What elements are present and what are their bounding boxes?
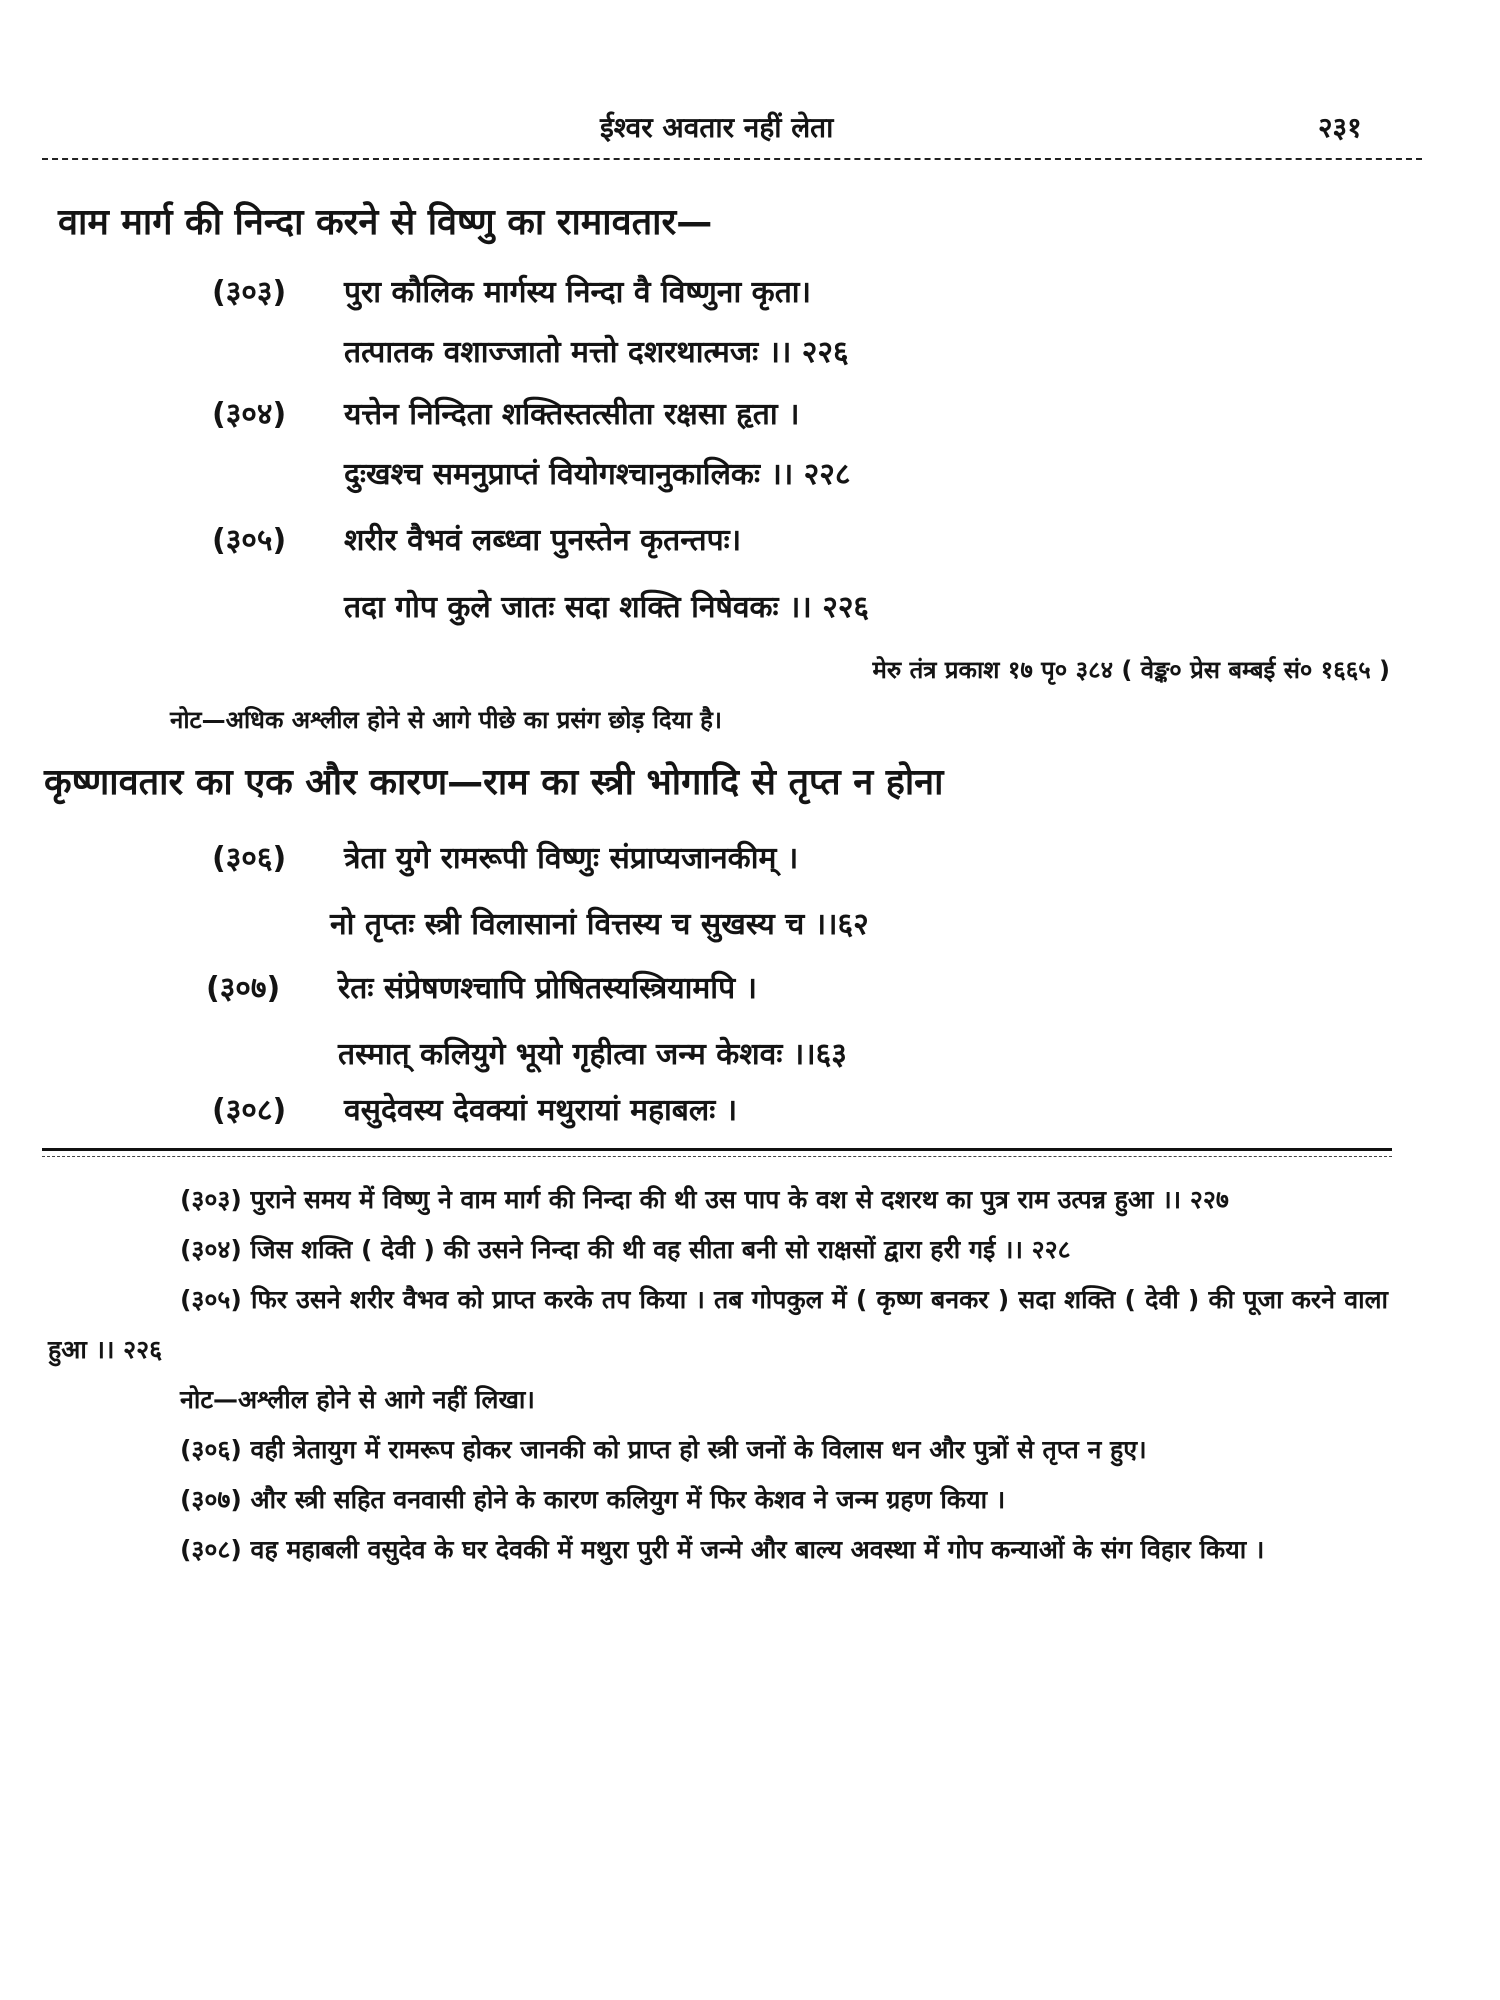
verse-number: (३०८) xyxy=(212,1093,287,1128)
verse-305-line-2: तदा गोप कुले जातः सदा शक्ति निषेवकः ।। २२६ xyxy=(344,590,870,625)
verse-306 xyxy=(212,836,798,877)
verse-304 xyxy=(212,392,799,433)
translation-paragraph: (३०७) और स्त्री सहित वनवासी होने के कारण कलियुग में फिर केशव ने जन्म ग्रहण किया । xyxy=(180,1485,1006,1514)
page-number: २३१ xyxy=(1318,111,1362,144)
translation-paragraph: (३०८) वह महाबली वसुदेव के घर देवकी में मथुरा पुरी में जन्मे और बाल्य अवस्था में गोप कन्याओं के संग विहार किया । xyxy=(180,1535,1265,1564)
translation-block xyxy=(48,1175,1388,1575)
translation-paragraph: (३०५) फिर उसने शरीर वैभव को प्राप्त करके तप किया । तब गोपकुल में ( कृष्ण बनकर ) सदा शक्ति ( देवी ) की पूजा करने वाला हुआ ।। २२६ xyxy=(48,1285,1388,1364)
verse-number: (३०६) xyxy=(212,841,287,876)
verse-number: (३०४) xyxy=(212,397,287,432)
header-rule xyxy=(42,158,1422,160)
editor-note: नोट—अधिक अश्लील होने से आगे पीछे का प्रसंग छोड़ दिया है। xyxy=(170,706,722,734)
translation-paragraph: (३०४) जिस शक्ति ( देवी ) की उसने निन्दा की थी वह सीता बनी सो राक्षसों द्वारा हरी गई ।। २२८ xyxy=(180,1235,1071,1264)
verse-line: पुरा कौलिक मार्गस्य निन्दा वै विष्णुना कृता। xyxy=(344,275,811,310)
section-heading-krishna-avatar: कृष्णावतार का एक और कारण—राम का स्त्री भोगादि से तृप्त न होना xyxy=(44,762,944,803)
verse-line: त्रेता युगे रामरूपी विष्णुः संप्राप्यजानकीम् । xyxy=(344,841,799,876)
section-heading-ram-avatar: वाम मार्ग की निन्दा करने से विष्णु का रामावतार— xyxy=(58,202,713,243)
translation-paragraph: (३०३) पुराने समय में विष्णु ने वाम मार्ग की निन्दा की थी उस पाप के वश से दशरथ का पुत्र राम उत्पन्न हुआ ।। २२७ xyxy=(180,1185,1229,1214)
verse-number: (३०५) xyxy=(212,523,287,558)
verse-line: वसुदेवस्य देवक्यां मथुरायां महाबलः । xyxy=(344,1093,738,1128)
translation-note: नोट—अश्लील होने से आगे नहीं लिखा। xyxy=(180,1385,535,1414)
verse-308 xyxy=(212,1088,737,1129)
verse-line: रेतः संप्रेषणश्चापि प्रोषितस्यस्त्रियामपि । xyxy=(338,971,757,1006)
translation-paragraph: (३०६) वही त्रेतायुग में रामरूप होकर जानकी को प्राप्त हो स्त्री जनों के विलास धन और पुत्रों से तृप्त न हुए। xyxy=(180,1435,1147,1464)
verse-306-line-2: नो तृप्तः स्त्री विलासानां वित्तस्य च सुखस्य च ।।६२ xyxy=(330,907,869,942)
source-citation: मेरु तंत्र प्रकाश १७ पृ० ३८४ ( वेङ्क० प्रेस बम्बई सं० १६६५ ) xyxy=(872,656,1390,684)
verse-307 xyxy=(206,966,757,1007)
verse-304-line-2: दुःखश्च समनुप्राप्तं वियोगश्चानुकालिकः ।। २२८ xyxy=(344,457,851,492)
verse-number: (३०७) xyxy=(206,971,281,1006)
footnote-divider xyxy=(42,1148,1392,1151)
verse-303 xyxy=(212,270,811,311)
verse-303-line-2: तत्पातक वशाज्जातो मत्तो दशरथात्मजः ।। २२६ xyxy=(344,335,849,370)
verse-line: शरीर वैभवं लब्ध्वा पुनस्तेन कृतन्तपः। xyxy=(344,523,742,558)
verse-number: (३०३) xyxy=(212,275,287,310)
verse-line: यत्तेन निन्दिता शक्तिस्तत्सीता रक्षसा हृता । xyxy=(344,397,800,432)
verse-307-line-2: तस्मात् कलियुगे भूयो गृहीत्वा जन्म केशवः ।।६३ xyxy=(338,1037,847,1072)
footnote-divider-dashed xyxy=(42,1156,1392,1157)
running-header-title: ईश्वर अवतार नहीं लेता xyxy=(600,111,834,144)
verse-305 xyxy=(212,518,741,559)
